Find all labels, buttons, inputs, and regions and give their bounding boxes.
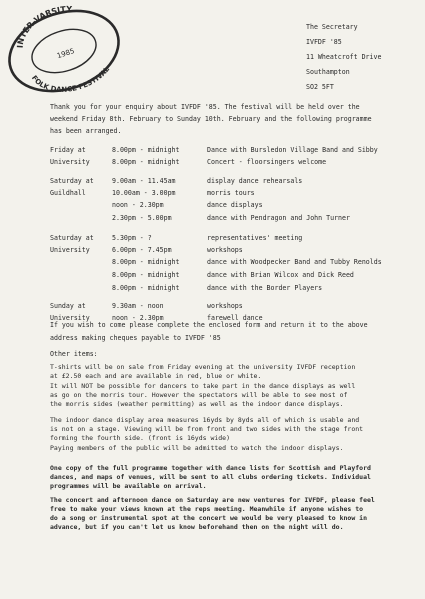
paragraph-line: One copy of the full programme together with dance lists for Scottish and Playford — [50, 464, 371, 472]
paragraph-line: as go on the morris tour. However the spectators will be able to see most of — [50, 390, 348, 399]
schedule-event: Dance with Bursledon Village Band and Sibby — [207, 146, 378, 154]
schedule-time: 5.30pm - ? — [112, 234, 152, 242]
schedule-time: 9.30am - noon — [112, 302, 164, 310]
paragraph-line: Paying members of the public will be admitted to watch the indoor displays. — [50, 444, 344, 452]
address-line: Southampton — [306, 68, 350, 76]
paragraph-line: do a song or instrumental spot at the concert we would be very pleased to know in — [50, 513, 367, 522]
address-line: 11 Wheatcroft Drive — [306, 53, 382, 61]
schedule-day: Saturday at — [50, 234, 94, 242]
info-paragraph — [50, 382, 400, 409]
schedule-time: 8.00pm - midnight — [112, 258, 180, 266]
paragraph-line: The indoor dance display area measures 16yds by 8yds all of which is usable and — [50, 416, 360, 424]
paragraph-line: at £2.50 each and are available in red, blue or white. — [50, 371, 262, 380]
festival-logo — [2, 4, 126, 96]
intro-line: weekend Friday 8th. February to Sunday 10th. February and the following programme — [50, 115, 372, 123]
info-paragraph — [50, 363, 400, 381]
schedule-day: University — [50, 246, 90, 254]
form-note-line: If you wish to come please complete the enclosed form and return it to the above — [50, 321, 368, 329]
schedule-day: Friday at — [50, 146, 86, 154]
info-paragraph — [50, 464, 400, 491]
paragraph-line: is not on a stage. Viewing will be from front and two sides with the stage front — [50, 424, 364, 433]
schedule-day: Sunday at — [50, 302, 86, 310]
schedule-event: dance with Woodpecker Band and Tubby Renolds — [207, 258, 382, 266]
svg-text:INTER-VARSITY — [16, 5, 73, 49]
schedule-time: 8.00pm - midnight — [112, 271, 180, 279]
address-line: SO2 5FT — [306, 83, 334, 91]
schedule-day: Guildhall — [50, 189, 86, 197]
schedule-event: dance displays — [207, 201, 263, 209]
schedule-event: farewell dance — [207, 314, 263, 322]
address-line: IVFDF '85 — [306, 38, 342, 46]
schedule-time: 8.00pm - midnight — [112, 284, 180, 292]
schedule-time: 10.00am - 3.00pm — [112, 189, 176, 197]
schedule-time: 6.00pm - 7.45pm — [112, 246, 172, 254]
schedule-event: representatives' meeting — [207, 234, 303, 242]
form-note-line: address making cheques payable to IVFDF '85 — [50, 334, 221, 342]
logo-year: 1985 — [56, 47, 76, 61]
schedule-day: University — [50, 158, 90, 166]
schedule-event: morris tours — [207, 189, 255, 197]
schedule-time: noon - 2.30pm — [112, 201, 164, 209]
intro-line: has been arranged. — [50, 127, 122, 135]
schedule-time: noon - 2.30pm — [112, 314, 164, 322]
schedule-day: University — [50, 314, 90, 322]
info-paragraph — [50, 496, 400, 532]
paragraph-line: the morris sides (weather permitting) as well as the indoor dance displays. — [50, 399, 344, 408]
schedule-event: display dance rehearsals — [207, 177, 303, 185]
schedule-day: Saturday at — [50, 177, 94, 185]
schedule-event: dance with the Border Players — [207, 284, 323, 292]
schedule-time: 9.00am - 11.45am — [112, 177, 176, 185]
paragraph-line: It will NOT be possible for dancers to take part in the dance displays as well — [50, 382, 356, 390]
logo-arc-top: INTER-VARSITY — [15, 4, 73, 49]
paragraph-line: dances, and maps of venues, will be sent to all clubs ordering tickets. Individual — [50, 472, 371, 481]
schedule-time: 8.00pm - midnight — [112, 158, 180, 166]
sender-address — [306, 20, 381, 95]
logo-arc-bottom: FOLK DANCE FESTIVAL — [29, 65, 112, 94]
schedule-time: 2.30pm - 5.00pm — [112, 214, 172, 222]
info-paragraph — [50, 444, 400, 453]
schedule-event: dance with Brian Wilcox and Dick Reed — [207, 271, 354, 279]
paragraph-line: free to make your views known at the reps meeting. Meanwhile if anyone wishes to — [50, 504, 364, 513]
info-paragraph — [50, 416, 400, 443]
address-line: The Secretary — [306, 23, 358, 31]
schedule-event: dance with Pendragon and John Turner — [207, 214, 350, 222]
paragraph-line: advance, but if you can't let us know beforehand then on the night will do. — [50, 522, 344, 531]
paragraph-line: programmes will be available on arrival. — [50, 481, 207, 490]
schedule-event: Concert - floorsingers welcome — [207, 158, 327, 166]
paragraph-line: The concert and afternoon dance on Saturday are new ventures for IVFDF, please feel — [50, 496, 375, 504]
paragraph-line: T-shirts will be on sale from Friday evening at the university IVFDF reception — [50, 363, 356, 371]
paragraph-line: forming the fourth side. (front is 16yds wide) — [50, 433, 231, 442]
schedule-time: 8.00pm - midnight — [112, 146, 180, 154]
intro-line: Thank you for your enquiry about IVFDF '85. The festival will be held over the — [50, 103, 360, 111]
other-items-heading: Other items: — [50, 350, 98, 358]
schedule-event: workshops — [207, 246, 243, 254]
schedule-event: workshops — [207, 302, 243, 310]
